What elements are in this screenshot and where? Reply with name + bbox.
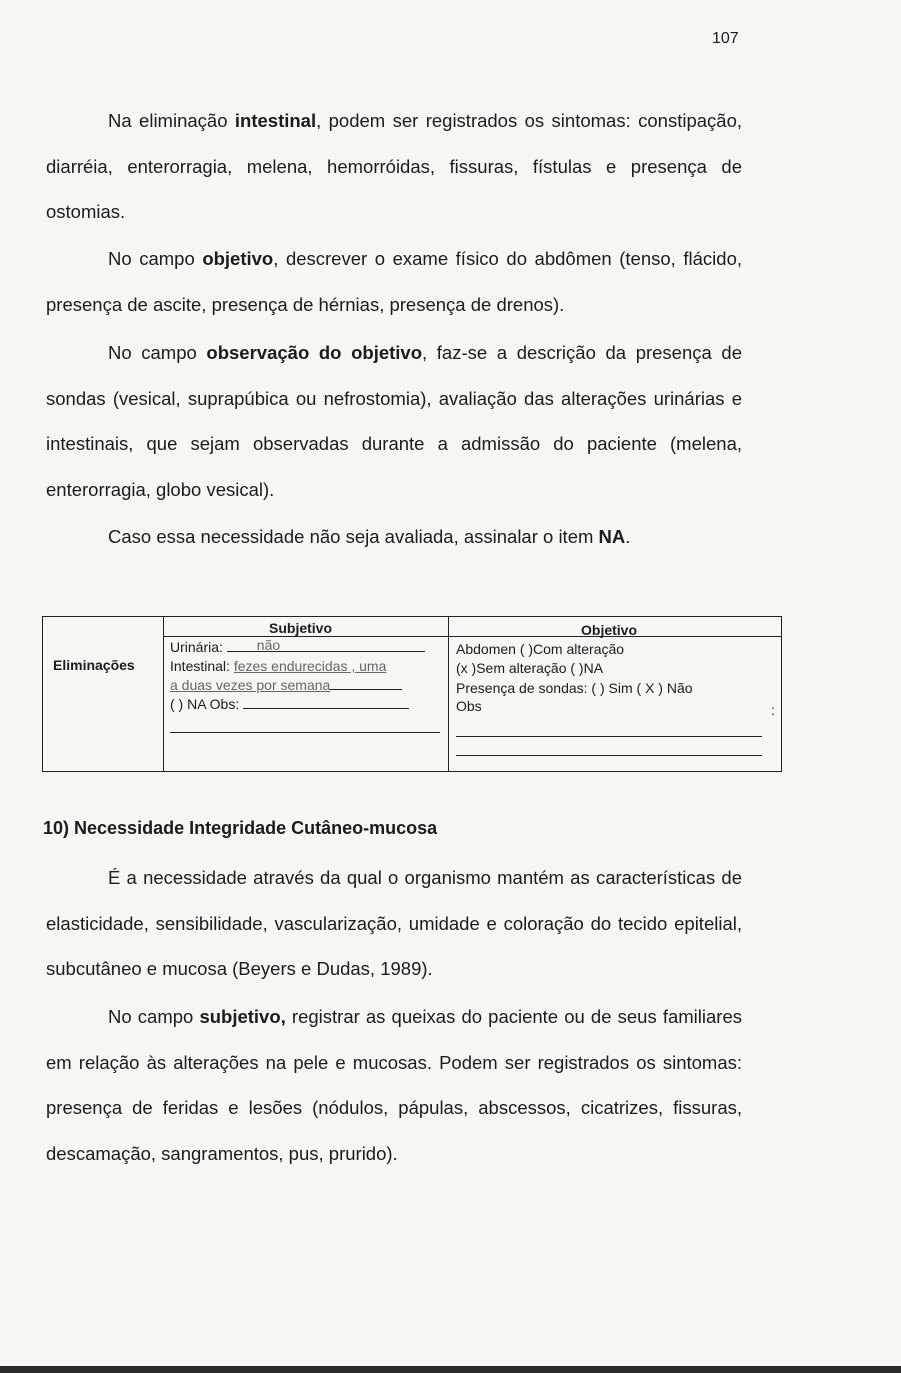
bold-term: subjetivo, [199,1006,286,1027]
blank-line [330,677,402,690]
obs-label: Obs [456,698,482,714]
text: , descrever o exame físico do abdômen (tenso, flácido, presença de ascite, presença de hérnias, presença de drenos). [46,248,742,315]
bold-term: observação do objetivo [206,342,423,363]
sem-alteracao-field: (x )Sem alteração ( )NA [456,660,604,676]
intestinal-value: fezes endurecidas , uma [233,658,387,674]
header-subjetivo: Subjetivo [269,620,333,636]
eliminacoes-form-table [42,616,782,772]
na-obs-field [170,695,409,713]
text: No campo [108,342,207,363]
bold-term: intestinal [234,110,317,131]
column-divider [163,617,164,771]
bold-term: objetivo [202,248,274,269]
abdomen-field: Abdomen ( )Com alteração [456,641,625,657]
row-label-eliminacoes: Eliminações [53,657,135,673]
page-number: 107 [712,30,739,47]
scan-edge [0,1366,901,1373]
bold-term: NA [598,526,626,547]
text: No campo [108,1006,200,1027]
blank-line [170,732,440,733]
paragraph-definicao: É a necessidade através da qual o organismo mantém as características de elasticidade, sensibilidade, vascularização, umidade e coloração do tecido epitelial, subcutâneo e mucosa (Beyers e Dudas, 1989). [46,867,742,979]
intestinal-value-2: a duas vezes por semana [170,677,331,693]
column-divider [448,617,449,771]
intestinal-label: Intestinal: [170,658,230,674]
blank-line [456,736,762,737]
paragraph-observacao [46,330,742,512]
text: , faz-se a descrição da presença de sondas (vesical, suprapúbica ou nefrostomia), avaliação das alterações urinárias e intestinais, que sejam observadas durante a admissão do paciente (melena, enterorragia, globo vesical). [46,342,742,500]
na-obs-label: ( ) NA Obs: [170,696,240,712]
paragraph-subjetivo [46,994,742,1176]
sondas-field: Presença de sondas: ( ) Sim ( X ) Não [456,680,693,696]
section-title: 10) Necessidade Integridade Cutâneo-mucosa [43,818,438,838]
text: , podem ser registrados os sintomas: constipação, diarréia, enterorragia, melena, hemorróidas, fissuras, fístulas e presença de ostomias. [46,110,742,222]
paragraph-na [46,514,742,560]
intestinal-field [170,657,386,675]
urinaria-value: não [256,637,281,653]
text: Caso essa necessidade não seja avaliada, assinalar o item [108,526,599,547]
urinaria-line [227,639,425,652]
colon-mark: : [771,702,775,718]
text: . [625,526,631,547]
text: No campo [108,248,203,269]
header-divider [163,636,781,637]
urinaria-label: Urinária: [170,639,223,655]
header-objetivo: Objetivo [581,622,638,638]
urinaria-field [170,638,425,656]
paragraph-objetivo [46,236,742,327]
paragraph-intestinal [46,98,742,235]
text: registrar as queixas do paciente ou de seus familiares em relação às alterações na pele e mucosas. Podem ser registrados os sintomas: presença de feridas e lesões (nódulos, pápulas, abscessos, cicatrizes, fissuras, descamação, sangramentos, pus, prurido). [46,1006,742,1164]
obs-line [243,696,409,709]
intestinal-field-line2 [170,676,402,694]
blank-line [456,755,762,756]
text: Na eliminação [108,110,235,131]
